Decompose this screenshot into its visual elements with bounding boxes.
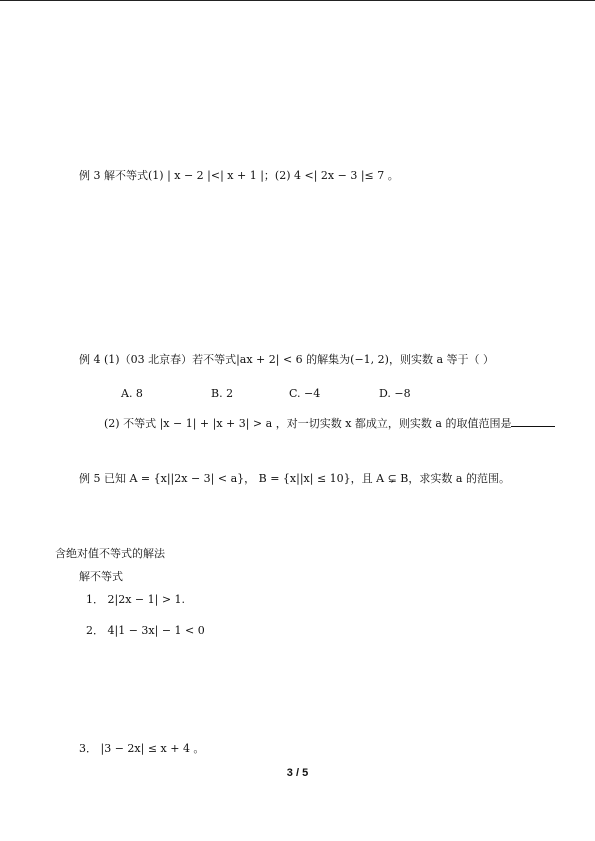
example-4-question: 例 4 (1)（03 北京春）若不等式|ax + 2| < 6 的解集为(−1, 2)，则实数 a 等于（ ） — [79, 353, 494, 366]
answer-blank — [511, 416, 555, 427]
example-5-text: 例 5 已知 A = {x||2x − 3| < a}， B = {x||x| ≤ 10}，且 A ⊊ B，求实数 a 的范围。 — [79, 472, 510, 485]
option-b: B. 2 — [211, 387, 234, 400]
example-3-text: 例 3 解不等式(1) | x − 2 |<| x + 1 |；(2) 4 <| 2x − 3 |≤ 7 。 — [79, 169, 399, 182]
option-c: C. −4 — [289, 387, 321, 400]
exercise-1: 1． 2|2x − 1| > 1. — [86, 593, 186, 606]
example-4-part-2-text: (2) 不等式 |x − 1| + |x + 3| > a ，对一切实数 x 都成立，则实数 a 的取值范围是 — [104, 417, 512, 430]
page-number: 3 / 5 — [286, 767, 309, 779]
sub-title: 解不等式 — [79, 570, 123, 583]
option-d: D. −8 — [379, 387, 411, 400]
option-a: A. 8 — [121, 387, 143, 400]
example-4-part-2 — [104, 416, 555, 431]
top-border-line — [0, 0, 595, 1]
exercise-3: 3． |3 − 2x| ≤ x + 4 。 — [79, 742, 205, 755]
exercise-2: 2． 4|1 − 3x| − 1 < 0 — [86, 624, 205, 637]
section-title: 含绝对值不等式的解法 — [55, 547, 165, 560]
